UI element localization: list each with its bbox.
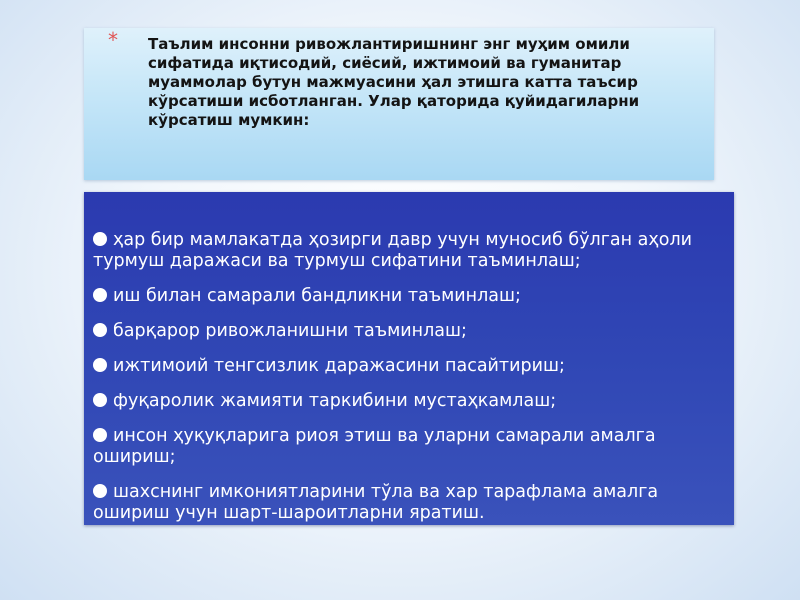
list-item <box>93 426 725 468</box>
bullet-dot-icon <box>93 323 107 337</box>
bullet-dot-icon <box>93 484 107 498</box>
list-item-text: иш билан самарали бандликни таъминлаш; <box>113 286 521 306</box>
bullet-dot-icon <box>93 358 107 372</box>
list-item <box>93 321 725 342</box>
list-item-text: инсон ҳуқуқларига риоя этиш ва уларни самарали амалга ошириш; <box>93 426 656 467</box>
bullet-dot-icon <box>93 428 107 442</box>
bullet-dot-icon <box>93 232 107 246</box>
list-item <box>93 356 725 377</box>
intro-text: Таълим инсонни ривожлантиришнинг энг муҳим омили сифатида иқтисодий, сиёсий, ижтимоий ва гуманитар муаммолар бутун мажмуасини ҳал этишга катта таъсир кўрсатиши исботланган. Улар қаторида қуйидагиларни кўрсатиш мумкин: <box>148 35 640 129</box>
asterisk-bullet-icon: * <box>108 28 118 52</box>
list-item <box>93 482 725 524</box>
list-item-text: ижтимоий тенгсизлик даражасини пасайтириш; <box>113 356 565 376</box>
list-item <box>93 230 725 272</box>
list-item-text: ҳар бир мамлакатда ҳозирги давр учун муносиб бўлган аҳоли турмуш даражаси ва турмуш сифатини таъминлаш; <box>93 230 693 271</box>
list-item-text: шахснинг имкониятларини тўла ва хар тарафлама амалга ошириш учун шарт-шароитларни яратиш. <box>93 482 659 523</box>
bullet-dot-icon <box>93 288 107 302</box>
bullet-list <box>93 230 725 538</box>
list-item <box>93 391 725 412</box>
list-item-text: барқарор ривожланишни таъминлаш; <box>113 321 467 341</box>
list-item-text: фуқаролик жамияти таркибини мустаҳкамлаш; <box>113 391 557 411</box>
list-item <box>93 286 725 307</box>
bullet-dot-icon <box>93 393 107 407</box>
